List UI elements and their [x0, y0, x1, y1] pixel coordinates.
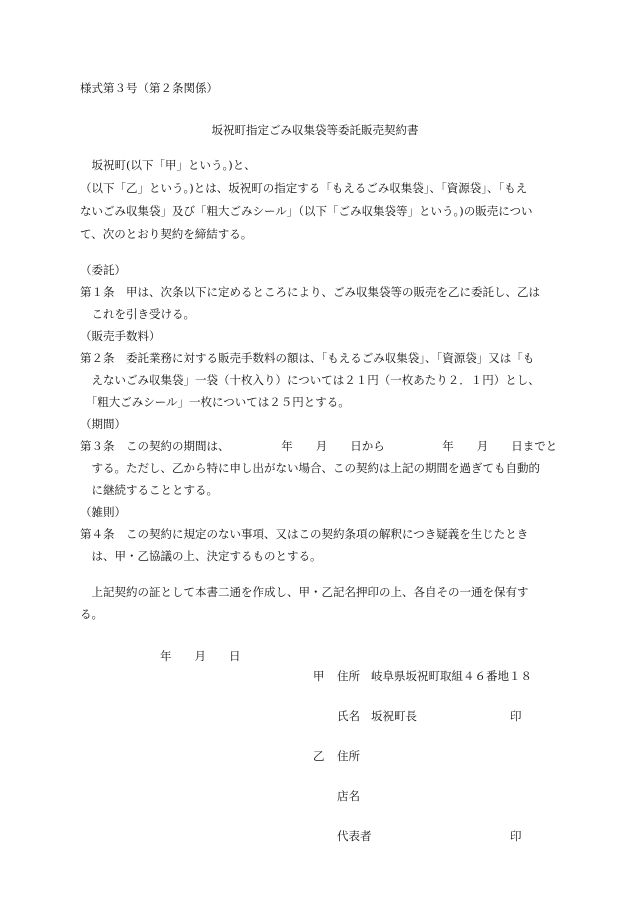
- closing-line: 上記契約の証として本書二通を作成し、甲・乙記名押印の上、各自その一通を保有す: [80, 585, 529, 599]
- party-b-shop-label: 店名: [337, 789, 360, 803]
- article-line: する。ただし、乙から特に申し出がない場合、この契約は上記の期間を過ぎても自動的: [80, 461, 540, 475]
- party-a-name: 坂祝町長: [371, 709, 417, 723]
- closing-line: る。: [80, 607, 103, 621]
- article-heading: （期間）: [80, 417, 126, 431]
- intro-line: て、次のとおり契約を締結する。: [80, 227, 253, 241]
- party-a-address-label: 住所: [337, 669, 360, 683]
- article-line: 第３条 この契約の期間は、 年 月 日から 年 月 日までと: [80, 439, 558, 453]
- article-heading: （委託）: [80, 263, 126, 277]
- form-number: 様式第３号（第２条関係）: [80, 81, 218, 95]
- article-line: に継続することとする。: [80, 483, 218, 497]
- contract-date: 年 月 日: [160, 649, 241, 663]
- party-a-label: 甲: [313, 669, 325, 683]
- article-line: 「粗大ごみシール」一枚については２５円とする。: [80, 395, 350, 409]
- intro-line: ないごみ収集袋」及び「粗大ごみシール」（以下「ごみ収集袋等」という。)の販売につい: [80, 204, 533, 218]
- article-line: は、甲・乙協議の上、決定するものとする。: [80, 549, 322, 563]
- article-line: 第２条 委託業務に対する販売手数料の額は、「もえるごみ収集袋」、「資源袋」又は「も: [80, 351, 535, 365]
- article-line: えないごみ収集袋」一袋（十枚入り）については２１円（一枚あたり２．１円）とし、: [80, 373, 540, 387]
- party-b-address-label: 住所: [337, 749, 360, 763]
- party-a-seal: 印: [510, 709, 522, 723]
- intro-line: （以下「乙」という。)とは、坂祝町の指定する「もえるごみ収集袋」、「資源袋」、「もえ: [80, 181, 528, 195]
- article-line: これを引き受ける。: [80, 307, 195, 321]
- party-b-representative-label: 代表者: [337, 829, 372, 843]
- party-b-label: 乙: [313, 749, 325, 763]
- article-line: 第１条 甲は、次条以下に定めるところにより、ごみ収集袋等の販売を乙に委託し、乙は: [80, 285, 540, 299]
- party-a-name-label: 氏名: [337, 709, 360, 723]
- party-b-seal: 印: [510, 829, 522, 843]
- article-heading: （販売手数料）: [80, 329, 161, 343]
- document-title: 坂祝町指定ごみ収集袋等委託販売契約書: [211, 123, 419, 137]
- intro-line: 坂祝町(以下「甲」という。)と、: [80, 158, 256, 172]
- article-line: 第４条 この契約に規定のない事項、又はこの契約条項の解釈につき疑義を生じたとき: [80, 527, 529, 541]
- party-a-address: 岐阜県坂祝町取組４６番地１８: [371, 669, 532, 683]
- article-heading: （雑則）: [80, 505, 126, 519]
